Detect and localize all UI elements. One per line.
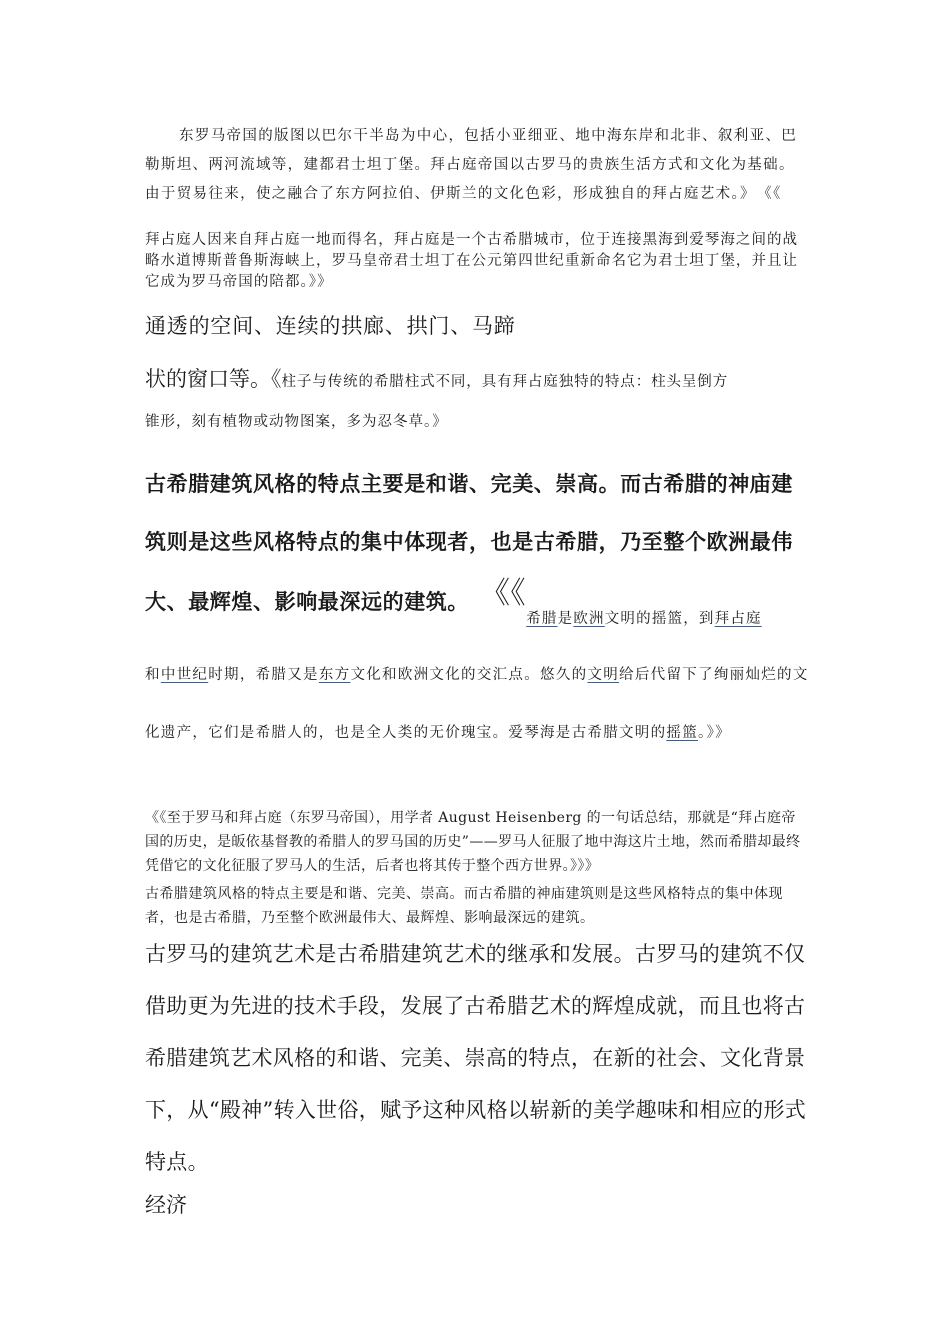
line-windows-columns bbox=[145, 364, 810, 397]
link-civilization[interactable]: 文明 bbox=[587, 667, 620, 683]
paragraph-greek-cradle: 和中世纪时期，希腊又是东方文化和欧洲文化的交汇点。悠久的文明给后代留下了绚丽灿烂的文化遗产，它们是希腊人的，也是全人类的无价瑰宝。爱琴海是古希腊文明的摇篮。》》 bbox=[145, 667, 809, 741]
paragraph-byzantine-origin: 拜占庭人因来自拜占庭一地而得名，拜占庭是一个古希腊城市，位于连接黑海到爱琴海之间的战略水道博斯普鲁斯海峡上，罗马皇帝君士坦丁在公元第四世纪重新命名它为君士坦丁堡，并且让它成为罗马帝国的陪都。》》 bbox=[145, 232, 799, 290]
link-byzantium[interactable]: 拜占庭 bbox=[714, 611, 762, 627]
link-greece[interactable]: 希腊 bbox=[526, 611, 558, 627]
double-quote-mark: 《《 bbox=[495, 576, 527, 611]
bold-text: 古希腊建筑风格的特点主要是和谐、完美、崇高。而古希腊的神庙建筑则是这些风格特点的集中体现者，也是古希腊，乃至整个欧洲最伟大、最辉煌、影响最深远的建筑。 bbox=[145, 472, 793, 614]
link-middle-ages[interactable]: 中世纪 bbox=[160, 667, 209, 683]
paragraph-greek-style-summary: 古希腊建筑风格的特点主要是和谐、完美、崇高。而古希腊的神庙建筑则是这些风格特点的集中体现者，也是古希腊，乃至整个欧洲最伟大、最辉煌、影响最深远的建筑。 bbox=[145, 886, 783, 926]
bold-greek-architecture bbox=[145, 455, 810, 634]
windows-text: 状的窗口等。《 bbox=[145, 367, 282, 391]
link-cradle[interactable]: 摇篮 bbox=[666, 725, 699, 741]
cradle-sentence-start: 希腊是欧洲文明的摇篮，到拜占庭 bbox=[526, 611, 762, 627]
heading-economy: 经济 bbox=[145, 1193, 187, 1217]
paragraph-heisenberg-quote: 《《至于罗马和拜占庭（东罗马帝国），用学者 August Heisenberg 的一句话总结，那就是“拜占庭帝国的历史，是皈依基督教的希腊人的罗马国的历史”——罗马人征服了地中海这片土地，然而希腊却最终凭借它的文化征服了罗马人的生活，后者也将其传于整个西方世界。》》》 bbox=[145, 810, 801, 874]
paragraph-roman-architecture: 古罗马的建筑艺术是古希腊建筑艺术的继承和发展。古罗马的建筑不仅借助更为先进的技术手段，发展了古希腊艺术的辉煌成就，而且也将古希腊建筑艺术风格的和谐、完美、崇高的特点，在新的社会、文化背景下，从“殿神”转入世俗，赋予这种风格以崭新的美学趣味和相应的形式特点。 bbox=[145, 942, 807, 1174]
heading-spaces-arcades: 通透的空间、连续的拱廊、拱门、马蹄 bbox=[145, 314, 516, 338]
link-east[interactable]: 东方 bbox=[318, 667, 351, 683]
link-europe[interactable]: 欧洲 bbox=[573, 611, 605, 627]
paragraph-byzantine-territory: 东罗马帝国的版图以巴尔干半岛为中心，包括小亚细亚、地中海东岸和北非、叙利亚、巴勒斯坦、两河流域等，建都君士坦丁堡。拜占庭帝国以古罗马的贵族生活方式和文化为基础。由于贸易往来，使之融合了东方阿拉伯、伊斯兰的文化色彩，形成独自的拜占庭艺术。》 《《 bbox=[145, 128, 798, 202]
columns-text: 柱子与传统的希腊柱式不同，具有拜占庭独特的特点：柱头呈倒方 bbox=[281, 374, 729, 390]
paragraph-capital-ornament: 锥形，刻有植物或动物图案，多为忍冬草。》 bbox=[145, 414, 448, 430]
